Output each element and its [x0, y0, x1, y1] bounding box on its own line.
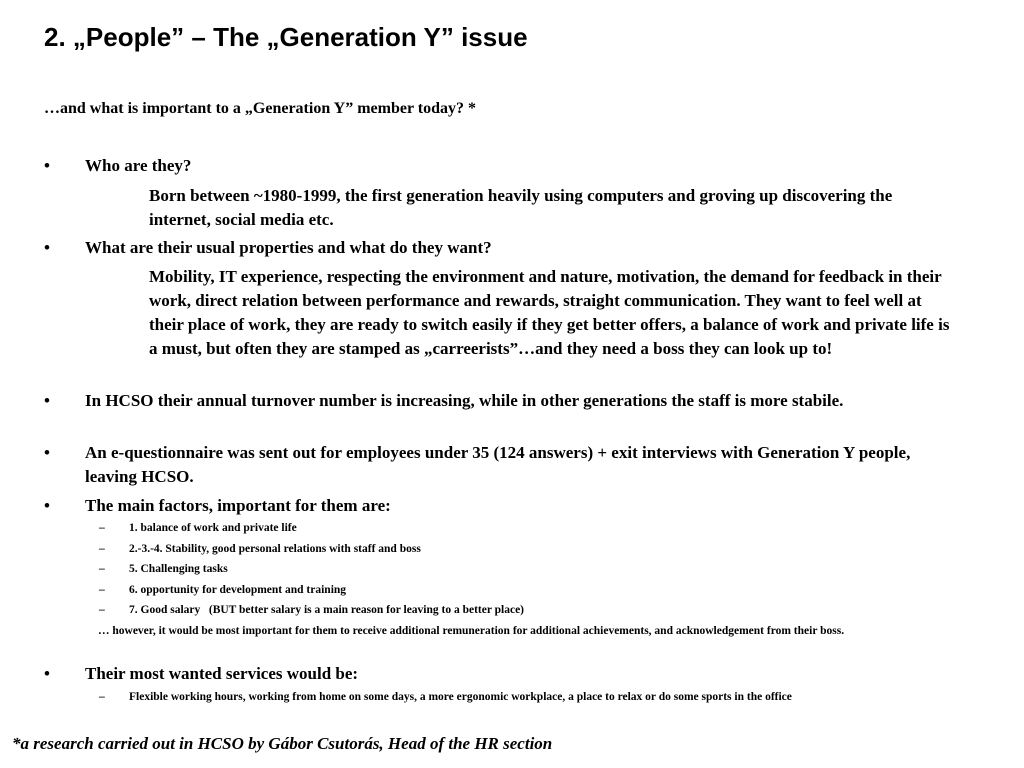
sub-bullet-mark: –: [99, 691, 105, 703]
slide-title: 2. „People” – The „Generation Y” issue: [44, 22, 528, 52]
factors-note: … however, it would be most important for them to receive additional remuneration for additional achievements, and acknowledgement from their boss.: [98, 625, 845, 637]
who-are-they-answer: Born between ~1980-1999, the first generation heavily using computers and groving up discovering the internet, social media etc.: [149, 186, 893, 229]
slide-subtitle: …and what is important to a „Generation Y” member today? *: [44, 100, 476, 117]
factor-text: 2.-3.-4. Stability, good personal relations with staff and boss: [129, 543, 421, 555]
factor-text: 7. Good salary (BUT better salary is a main reason for leaving to a better place): [129, 604, 525, 616]
factor-text: 6. opportunity for development and training: [129, 584, 347, 596]
factor-text: 5. Challenging tasks: [129, 563, 228, 575]
bullet-text: Their most wanted services would be:: [85, 664, 359, 683]
bullet-text: An e-questionnaire was sent out for employees under 35 (124 answers) + exit interviews with Generation Y people, leaving HCSO.: [85, 443, 911, 486]
sub-bullet-mark: –: [99, 563, 105, 575]
sub-bullet-mark: –: [99, 584, 105, 596]
sub-bullet-mark: –: [99, 522, 105, 534]
factor-text: 1. balance of work and private life: [129, 522, 297, 534]
properties-answer: Mobility, IT experience, respecting the environment and nature, motivation, the demand for feedback in their work, direct relation between performance and rewards, straight communication. They want to feel well at their place of work, they are ready to switch easily if they get better offers, a balance of work and private life is a must, but often they are stamped as „carreerists”…and they need a boss they can look up to!: [149, 267, 950, 358]
bullet-mark: •: [44, 443, 50, 462]
research-footnote: *a research carried out in HCSO by Gábor Csutorás, Head of the HR section: [12, 734, 553, 753]
bullet-mark: •: [44, 156, 50, 175]
sub-bullet-mark: –: [99, 543, 105, 555]
bullet-mark: •: [44, 664, 50, 683]
bullet-text: Who are they?: [85, 156, 192, 175]
bullet-mark: •: [44, 496, 50, 515]
bullet-text: The main factors, important for them are:: [85, 496, 391, 515]
bullet-text: In HCSO their annual turnover number is increasing, while in other generations the staff is more stabile.: [85, 391, 844, 410]
bullet-mark: •: [44, 391, 50, 410]
bullet-mark: •: [44, 238, 50, 257]
service-text: Flexible working hours, working from home on some days, a more ergonomic workplace, a place to relax or do some sports in the office: [129, 691, 792, 703]
bullet-text: What are their usual properties and what do they want?: [85, 238, 492, 257]
sub-bullet-mark: –: [99, 604, 105, 616]
